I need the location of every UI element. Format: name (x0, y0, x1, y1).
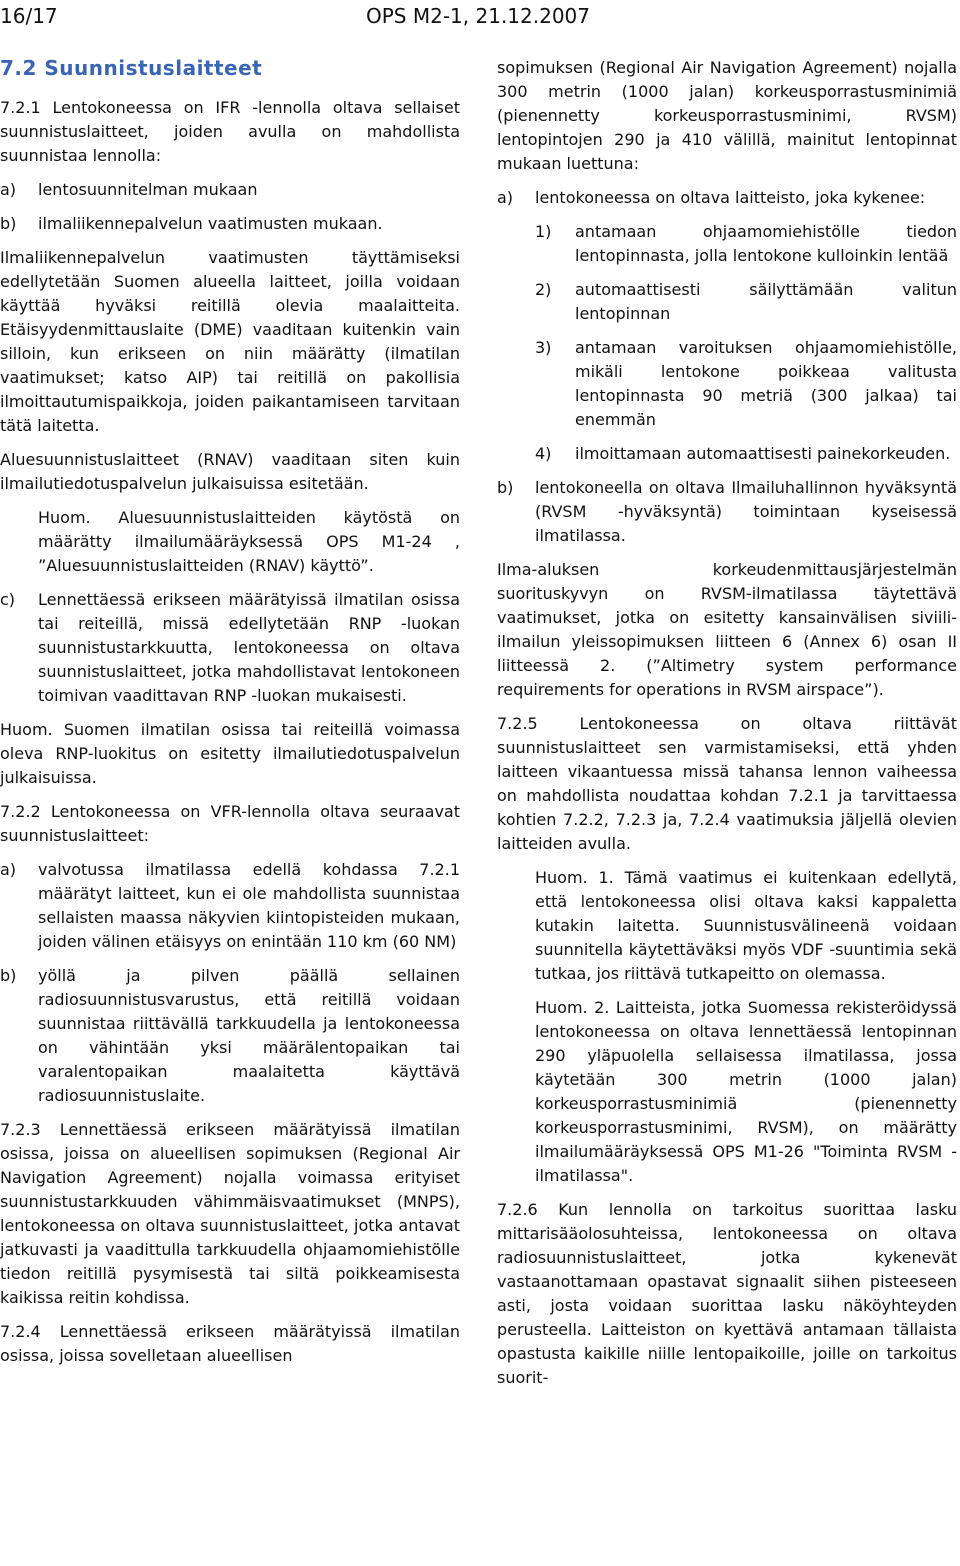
list-item (0, 858, 460, 954)
sub-list-item (535, 278, 957, 326)
page-header (0, 0, 960, 40)
list-marker: b) (0, 966, 17, 985)
note-2: Huom. 2. Laitteista, jotka Suomessa rekisteröidyssä lentokoneessa on oltava lennettäessä lentopinnan 290 yläpuolella sellaisessa ilmatilassa, jossa käytetään 300 metrin (1000 jalan) korkeusporrastusminimiä (pienennetty korkeusporrastusminimi, RVSM), on määrätty ilmailumääräyksessä OPS M1-26 "Toiminta RVSM -ilmatilassa". (535, 998, 957, 1185)
list-text: valvotussa ilmatilassa edellä kohdassa 7.2.1 määrätyt laitteet, kun ei ole mahdollista suunnistaa sellaisten maassa näkyvien kiintopisteiden mukaan, joiden välinen etäisyys on enintään 110 km (60 NM) (38, 860, 460, 951)
paragraph-rnav: Aluesuunnistuslaitteet (RNAV) vaaditaan siten kuin ilmailutiedotuspalvelun julkaisuissa esitetään. (0, 450, 460, 493)
page-number: 16/17 (0, 4, 58, 28)
list-text: Lennettäessä erikseen määrätyissä ilmatilan osissa tai reiteillä, missä edellytetään RNP -luokan suunnistustarkkuutta, lentokoneessa on oltava suunnistuslaitteet, jotka mahdollistavat lentokoneen toimivan vaadittavan RNP -luokan mukaisesti. (38, 590, 460, 705)
list-text: ilmaliikennepalvelun vaatimusten mukaan. (38, 214, 383, 233)
list-text: antamaan ohjaamomiehistölle tiedon lentopinnasta, jolla lentokone kulloinkin lentää (575, 222, 957, 265)
section-title: 7.2 Suunnistuslaitteet (0, 56, 263, 80)
paragraph-7-2-6: 7.2.6 Kun lennolla on tarkoitus suorittaa lasku mittarisääolosuhteissa, lentokoneessa on oltava radiosuunnistuslaitteet, jotka kykenevät vastaanottamaan opastavat signaalit siihen pisteeseen asti, josta voidaan suorittaa lasku näköyhteyden perusteella. Laitteiston on kyettävä antamaan tällaista opastusta kaikille niille lentopaikoille, joille on tarkoitus suorit- (497, 1200, 957, 1387)
paragraph-7-2-1: 7.2.1 Lentokoneessa on IFR -lennolla oltava sellaiset suunnistuslaitteet, joiden avulla on mahdollista suunnistaa lennolla: (0, 98, 460, 165)
list-item (0, 212, 460, 236)
sub-list-item (535, 336, 957, 432)
paragraph-7-2-5: 7.2.5 Lentokoneessa on oltava riittävät suunnistuslaitteet sen varmistamiseksi, että yhden laitteen vikaantuessa missä tahansa lennon vaiheessa on mahdollista noudattaa kohdan 7.2.1 ja tarvittaessa kohtien 7.2.2, 7.2.3 ja, 7.2.4 vaatimuksia jäljellä olevien laitteiden avulla. (497, 714, 957, 853)
paragraph-7-2-4: 7.2.4 Lennettäessä erikseen määrätyissä ilmatilan osissa, joissa sovelletaan alueellisen (0, 1322, 460, 1365)
list-marker: b) (497, 478, 514, 497)
list-marker: 1) (535, 222, 552, 241)
paragraph-ilmaliikenne: Ilmaliikennepalvelun vaatimusten täyttämiseksi edellytetään Suomen alueella laitteet, joilla voidaan käyttää hyväksi reitillä olevia maalaitteita. Etäisyydenmittauslaite (DME) vaaditaan kuitenkin vain silloin, kun erikseen on niin määrätty (ilmatilan vaatimukset; katso AIP) tai reitillä on pakollisia ilmoittautumispaikkoja, joiden paikantamiseen tarvitaan tätä laitetta. (0, 248, 460, 435)
sub-list-item (535, 220, 957, 268)
list-marker: a) (497, 188, 514, 207)
paragraph-continued: sopimuksen (Regional Air Navigation Agreement) nojalla 300 metrin (1000 jalan) korkeusporrastusminimiä (pienennetty korkeusporrastusminimi, RVSM) lentopintojen 290 ja 410 välillä, mainitut lentopinnat mukaan luettuna: (497, 58, 957, 173)
list-text: lentokoneella on oltava Ilmailuhallinnon hyväksyntä (RVSM -hyväksyntä) toimintaan kyseisessä ilmatilassa. (535, 478, 957, 545)
document-reference: OPS M2-1, 21.12.2007 (366, 4, 591, 28)
list-marker: 3) (535, 338, 552, 357)
paragraph-7-2-2: 7.2.2 Lentokoneessa on VFR-lennolla oltava seuraavat suunnistuslaitteet: (0, 802, 460, 845)
list-item (0, 178, 460, 202)
sub-list-item (535, 442, 957, 466)
list-marker: b) (0, 214, 17, 233)
list-marker: 2) (535, 280, 552, 299)
left-column (0, 56, 460, 1378)
list-text: lentosuunnitelman mukaan (38, 180, 258, 199)
list-marker: 4) (535, 444, 552, 463)
list-marker: a) (0, 860, 17, 879)
list-text: antamaan varoituksen ohjaamomiehistölle, mikäli lentokone poikkeaa valitusta lentopinnasta 90 metriä (300 jalkaa) tai enemmän (575, 338, 957, 429)
list-text: lentokoneessa on oltava laitteisto, joka kykenee: (535, 188, 926, 207)
list-item (497, 476, 957, 548)
list-marker: a) (0, 180, 17, 199)
note-rnp: Huom. Suomen ilmatilan osissa tai reiteillä voimassa oleva RNP-luokitus on esitetty ilmailutiedotuspalvelun julkaisuissa. (0, 720, 460, 787)
list-marker: c) (0, 590, 16, 609)
list-text: automaattisesti säilyttämään valitun lentopinnan (575, 280, 957, 323)
list-item (0, 964, 460, 1108)
note-rnav: Huom. Aluesuunnistuslaitteiden käytöstä on määrätty ilmailumääräyksessä OPS M1-24 , ”Aluesuunnistuslaitteiden (RNAV) käyttö”. (38, 508, 460, 575)
list-text: ilmoittamaan automaattisesti painekorkeuden. (575, 444, 951, 463)
list-item (497, 186, 957, 210)
paragraph-ilma-aluksen: Ilma-aluksen korkeudenmittausjärjestelmän suorituskyvyn on RVSM-ilmatilassa täytettävä vaatimukset, jotka on esitetty kansainvälisen siviili-ilmailun yleissopimuksen liitteen 6 (Annex 6) osan II liitteessä 2. (”Altimetry system performance requirements for operations in RVSM airspace”). (497, 560, 957, 699)
list-item (0, 588, 460, 708)
right-column (497, 56, 957, 1400)
paragraph-7-2-3: 7.2.3 Lennettäessä erikseen määrätyissä ilmatilan osissa, joissa on alueellisen sopimuksen (Regional Air Navigation Agreement) nojalla voimassa erityiset suunnistustarkkuuden vähimmäisvaatimukset (MNPS), lentokoneessa on oltava suunnistuslaitteet, jotka antavat jatkuvasti ja vaadittulla tarkkuudella ohjaamomiehistölle tiedon reitillä pysymisestä tai siltä poikkeamisesta kaikissa reitin kohdissa. (0, 1120, 460, 1307)
note-1: Huom. 1. Tämä vaatimus ei kuitenkaan edellytä, että lentokoneessa olisi oltava kaksi kappaletta kutakin laitetta. Suunnistusvälineenä voidaan suunnitella käytettäväksi myös VDF -suuntimia sekä tutkaa, jos riittävä tutkapeitto on olemassa. (535, 868, 957, 983)
list-text: yöllä ja pilven päällä sellainen radiosuunnistusvarustus, että reitillä voidaan suunnistaa riittävällä tarkkuudella ja lentokoneessa on vähintään yksi määrälentopaikan tai varalentopaikan maalaitetta käyttävä radiosuunnistuslaite. (38, 966, 460, 1105)
